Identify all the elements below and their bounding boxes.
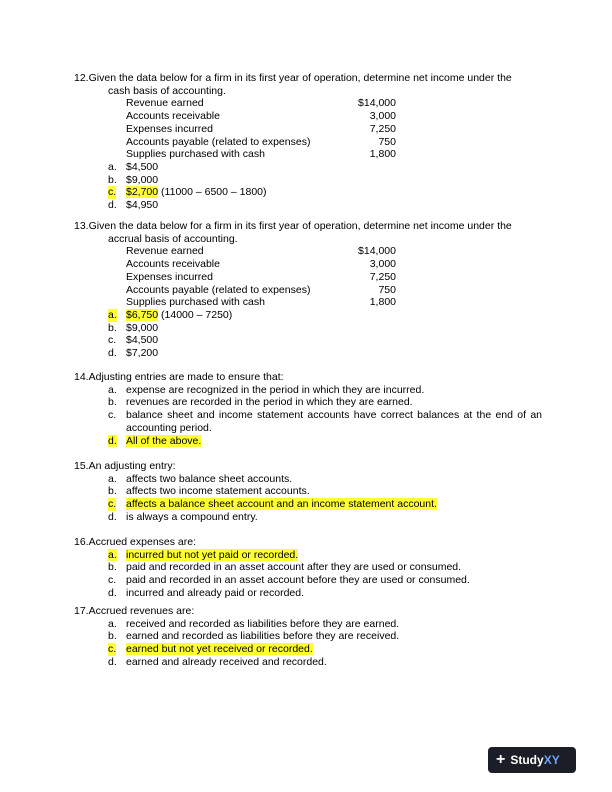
option-c[interactable]: c. paid and recorded in an asset account before they are used or consumed. [108, 574, 470, 587]
question-14 [74, 371, 542, 447]
option-d[interactable]: d. incurred and already paid or recorded. [108, 586, 305, 599]
option-a[interactable]: a. expense are recognized in the period in which they are incurred. [108, 383, 425, 396]
question-12 [74, 72, 542, 212]
option-c-correct[interactable]: c. affects a balance sheet account and an income statement account. [108, 498, 437, 511]
option-d[interactable]: d. $7,200 [108, 347, 159, 360]
highlighted-answer: earned but not yet received or recorded. [126, 643, 313, 656]
option-a[interactable]: a. affects two balance sheet accounts. [108, 472, 293, 485]
question-text: 13.Given the data below for a firm in its first year of operation, determine net income under the [74, 220, 512, 232]
option-b[interactable]: b. earned and recorded as liabilities before they are received. [108, 630, 400, 643]
option-a[interactable]: a. received and recorded as liabilities before they are earned. [108, 617, 400, 630]
option-a-correct[interactable]: a. $6,750 (14000 – 7250) [108, 308, 233, 321]
table-row: Accounts receivable 3,000 [126, 258, 396, 271]
option-d[interactable]: d. $4,950 [108, 199, 159, 212]
highlighted-answer: $2,700 [126, 186, 159, 199]
plus-icon: + [496, 751, 506, 768]
question-16 [74, 536, 542, 600]
data-table [126, 245, 396, 309]
option-b[interactable]: b. revenues are recorded in the period in which they are earned. [108, 396, 413, 409]
option-c[interactable]: c. balance sheet and income statement accounts have correct balances at the end of an accounting period. [108, 409, 542, 434]
question-17 [74, 605, 542, 669]
options-list [74, 549, 542, 600]
highlighted-answer: affects a balance sheet account and an income statement account. [126, 498, 437, 511]
options-list [74, 309, 542, 360]
option-d-correct[interactable]: d. All of the above. [108, 434, 202, 447]
option-b[interactable]: b. affects two income statement accounts. [108, 485, 310, 498]
table-row: Accounts payable (related to expenses) 750 [126, 135, 396, 148]
table-row: Expenses incurred 7,250 [126, 122, 396, 135]
question-15 [74, 460, 542, 524]
option-b[interactable]: b. $9,000 [108, 321, 159, 334]
question-text: 16.Accrued expenses are: [74, 536, 197, 548]
logo-text: StudyXY [510, 753, 560, 767]
question-text: 12.Given the data below for a firm in its first year of operation, determine net income under the [74, 72, 512, 84]
option-c[interactable]: c. $4,500 [108, 334, 159, 347]
option-a-correct[interactable]: a. incurred but not yet paid or recorded. [108, 548, 299, 561]
highlighted-answer: All of the above. [126, 434, 202, 447]
question-text-continued: cash basis of accounting. [108, 84, 226, 97]
option-b[interactable]: b. $9,000 [108, 173, 159, 186]
table-row: Accounts receivable 3,000 [126, 110, 396, 123]
table-row: Expenses incurred 7,250 [126, 270, 396, 283]
option-b[interactable]: b. paid and recorded in an asset account after they are used or consumed. [108, 561, 462, 574]
highlighted-answer: $6,750 [126, 308, 159, 321]
highlighted-answer: incurred but not yet paid or recorded. [126, 548, 299, 561]
options-list [74, 161, 542, 212]
answer-note: (11000 – 6500 – 1800) [158, 186, 267, 199]
question-13 [74, 220, 542, 360]
option-d[interactable]: d. earned and already received and recorded. [108, 655, 327, 668]
table-row: Supplies purchased with cash 1,800 [126, 148, 396, 161]
question-text-continued: accrual basis of accounting. [108, 232, 238, 245]
question-text: 17.Accrued revenues are: [74, 605, 195, 617]
data-table [126, 97, 396, 161]
option-c-correct[interactable]: c. $2,700 (11000 – 6500 – 1800) [108, 186, 267, 199]
options-list [74, 618, 542, 669]
option-d[interactable]: d. is always a compound entry. [108, 510, 258, 523]
option-a[interactable]: a. $4,500 [108, 160, 159, 173]
question-text: 14.Adjusting entries are made to ensure that: [74, 371, 284, 383]
options-list [74, 384, 542, 448]
options-list [74, 473, 542, 524]
table-row: Revenue earned $14,000 [126, 97, 396, 110]
table-row: Revenue earned $14,000 [126, 245, 396, 258]
question-text: 15.An adjusting entry: [74, 460, 176, 472]
answer-note: (14000 – 7250) [158, 308, 233, 321]
table-row: Supplies purchased with cash 1,800 [126, 296, 396, 309]
studyxy-logo [488, 747, 576, 773]
option-c-correct[interactable]: c. earned but not yet received or recorded. [108, 643, 313, 656]
table-row: Accounts payable (related to expenses) 750 [126, 283, 396, 296]
